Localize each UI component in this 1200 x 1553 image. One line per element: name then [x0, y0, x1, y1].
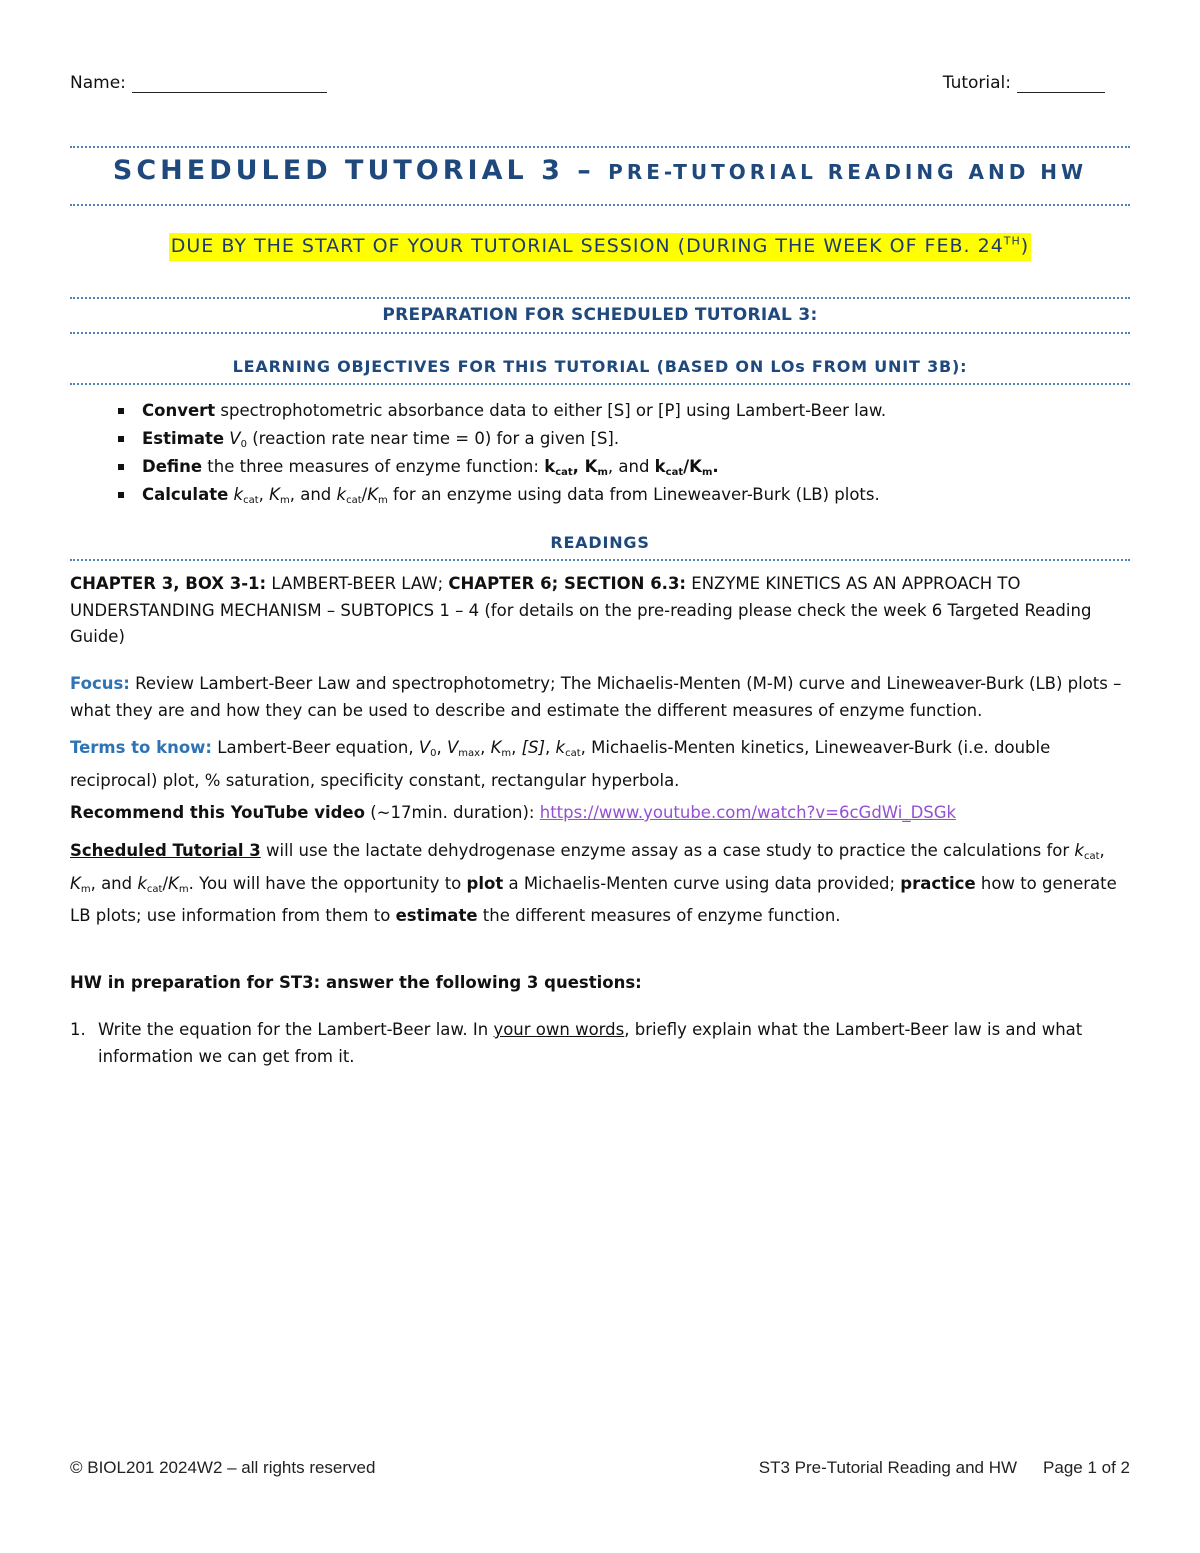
video-paragraph [70, 800, 1130, 827]
subscript: cat [665, 467, 684, 478]
footer-copyright: © BIOL201 2024W2 – all rights reserved [70, 1458, 376, 1477]
subscript: m [701, 467, 713, 478]
objective-verb: Convert [142, 401, 216, 420]
divider [70, 383, 1130, 385]
header-row [70, 72, 1130, 98]
symbol-k: K [490, 738, 502, 757]
separator: , and [607, 457, 655, 476]
separator: . [712, 457, 719, 476]
terms-text: Michaelis-Menten kinetics, Lineweaver-Burk (i.e. double reciprocal) plot, % saturation, specificity constant, rectangular hyperbola. [70, 738, 1051, 790]
symbol-k: K [269, 485, 280, 504]
scheduled-text: You will have the opportunity to [193, 873, 467, 893]
divider [70, 204, 1130, 206]
separator: , and [289, 485, 337, 504]
hw-heading [70, 970, 1130, 997]
objectives-heading: LEARNING OBJECTIVES FOR THIS TUTORIAL (BASED ON LOs FROM UNIT 3B): [232, 357, 968, 376]
list-item [118, 397, 1130, 425]
bullet-icon [118, 492, 124, 498]
scheduled-text: will use the lactate dehydrogenase enzyme assay as a case study to practice the calculations for [260, 841, 1075, 860]
objective-text: spectrophotometric absorbance data to either [S] or [P] using Lambert-Beer law. [215, 401, 887, 420]
due-date-banner [70, 235, 1130, 257]
symbol-v: V [418, 738, 431, 757]
bullet-icon [118, 436, 124, 442]
objectives-list [118, 397, 1130, 509]
divider [70, 559, 1130, 561]
question-text-part: , briefly explain what the Lambert-Beer law is and what information we can get from it. [98, 1020, 1083, 1066]
page-title [70, 155, 1130, 186]
symbol-k: k [336, 485, 347, 504]
name-blank-line[interactable] [132, 72, 327, 93]
subscript: m [279, 495, 290, 506]
question-underlined: your own words [493, 1020, 625, 1039]
focus-paragraph [70, 671, 1130, 724]
symbol-k: k [233, 485, 244, 504]
terms-text: Lambert-Beer equation, [212, 738, 419, 757]
bullet-icon [118, 464, 124, 470]
symbol-v: V [447, 738, 459, 757]
objective-verb: Define [142, 457, 203, 476]
video-duration: (~17min. duration): [364, 803, 540, 822]
hw-heading-text: HW in preparation for ST3: answer the following 3 questions: [70, 973, 642, 992]
symbol-k: K [584, 457, 598, 476]
list-item [118, 453, 1130, 481]
symbol-v: V [229, 429, 241, 448]
question-item [70, 1016, 1130, 1070]
terms-label: Terms to know: [70, 738, 213, 757]
focus-label: Focus: [70, 674, 130, 693]
footer-right [759, 1458, 1130, 1478]
subscript: m [378, 495, 388, 506]
list-item [118, 425, 1130, 453]
subscript: cat [243, 495, 259, 506]
youtube-link[interactable]: https://www.youtube.com/watch?v=6cGdWi_DSGk [539, 803, 957, 822]
reading-chapter-6: CHAPTER 6; SECTION 6.3: [448, 574, 687, 593]
separator: , [572, 457, 585, 476]
symbol-k: k [544, 457, 556, 476]
reading-text: LAMBERT-BEER LAW; [266, 574, 449, 593]
focus-text: Review Lambert-Beer Law and spectrophotometry; The Michaelis-Menten (M-M) curve and Lineweaver-Burk (LB) plots – what they are and how they can be used to describe and estimate the different measures of enzyme function. [70, 674, 1122, 720]
document-page [70, 0, 1130, 1553]
subscript: 0 [240, 439, 247, 450]
question-text [98, 1016, 1130, 1070]
symbol-k: k [555, 738, 566, 757]
reading-text: ENZYME KINETICS AS AN APPROACH TO UNDERSTANDING MECHANISM – SUBTOPICS 1 – 4 (for details on the pre-reading please check the week 6 Targeted Reading Guide) [70, 574, 1092, 646]
symbol-k: K [367, 485, 379, 504]
question-list [70, 1016, 1130, 1070]
list-item [118, 481, 1130, 509]
question-number: 1. [70, 1020, 86, 1039]
divider [70, 332, 1130, 334]
footer-page-number: Page 1 of 2 [1043, 1458, 1130, 1477]
scheduled-text: the different measures of enzyme function. [477, 906, 841, 925]
subscript: cat [555, 467, 573, 478]
objective-verb: Calculate [142, 485, 229, 504]
subscript: 0 [430, 748, 437, 759]
scheduled-tutorial-paragraph: Scheduled Tutorial 3 will use the lactate dehydrogenase enzyme assay as a case study to practice the calculations for $k_{cat}$, $K_m$, and $k_{cat}/K_m$. You will have the opportunity to plot a Michaelis-Menten curve using data provided; practice how to generate LB plots; use information from them to estimate the different measures of enzyme function. [70, 841, 1117, 925]
subscript: m [597, 467, 608, 478]
tutorial-blank-line[interactable] [1017, 72, 1105, 93]
scheduled-lead: Scheduled Tutorial 3 [70, 841, 261, 860]
divider [70, 297, 1130, 299]
symbol-k: k [654, 457, 666, 476]
subscript: cat [346, 495, 362, 506]
question-text-part: Write the equation for the Lambert-Beer law. In [98, 1020, 494, 1039]
due-highlight [169, 233, 1031, 261]
emphasis-practice: practice [900, 873, 976, 893]
scheduled-text: a Michaelis-Menten curve using data provided; [503, 873, 901, 893]
emphasis-estimate: estimate [395, 906, 478, 925]
subscript: m [501, 748, 512, 759]
readings-heading: READINGS [550, 533, 650, 552]
objective-text: for an enzyme using data from Lineweaver-Burk (LB) plots. [387, 485, 880, 504]
divider [70, 146, 1130, 148]
terms-paragraph: Terms to know: Lambert-Beer equation, $V_0$, $V_{max}$, $K_m$, [S], $k_{cat}$, Michaelis-Menten kinetics, Lineweaver-Burk (i.e. double reciprocal) plot, % saturation, specificity constant, rectangular hyperbola. [70, 738, 1051, 790]
preparation-heading: PREPARATION FOR SCHEDULED TUTORIAL 3: [382, 305, 818, 325]
tutorial-label: Tutorial: [942, 73, 1011, 93]
objective-text: (reaction rate near time = 0) for a given [S]. [246, 429, 620, 448]
bullet-icon [118, 408, 124, 414]
tutorial-field [943, 72, 1105, 93]
subscript: max [458, 748, 481, 759]
footer-doc-title: ST3 Pre-Tutorial Reading and HW [758, 1458, 1018, 1477]
name-label: Name: [70, 73, 126, 93]
scheduled-text: how to generate LB plots; use information from them to [70, 873, 1117, 925]
title-sub: PRE-TUTORIAL READING AND HW [608, 160, 1088, 184]
separator: , [258, 485, 270, 504]
name-field [70, 72, 327, 93]
due-text: DUE BY THE START OF YOUR TUTORIAL SESSION (DURING THE WEEK OF FEB. 24 [170, 235, 1004, 258]
reading-chapter-3: CHAPTER 3, BOX 3-1: [70, 574, 267, 593]
subscript: cat [565, 748, 581, 759]
readings-paragraph [70, 571, 1130, 651]
objective-text: the three measures of enzyme function: [202, 457, 545, 476]
symbol-s: [S] [521, 738, 546, 757]
video-label: Recommend this YouTube video [70, 803, 365, 822]
symbol-k: K [689, 457, 702, 476]
separator: / [361, 485, 368, 504]
due-close: ) [1020, 235, 1030, 258]
objective-verb: Estimate [142, 429, 225, 448]
due-superscript: TH [1003, 235, 1021, 248]
title-main: SCHEDULED TUTORIAL 3 – [112, 155, 609, 186]
emphasis-plot: plot [466, 873, 504, 893]
separator: / [683, 457, 690, 476]
